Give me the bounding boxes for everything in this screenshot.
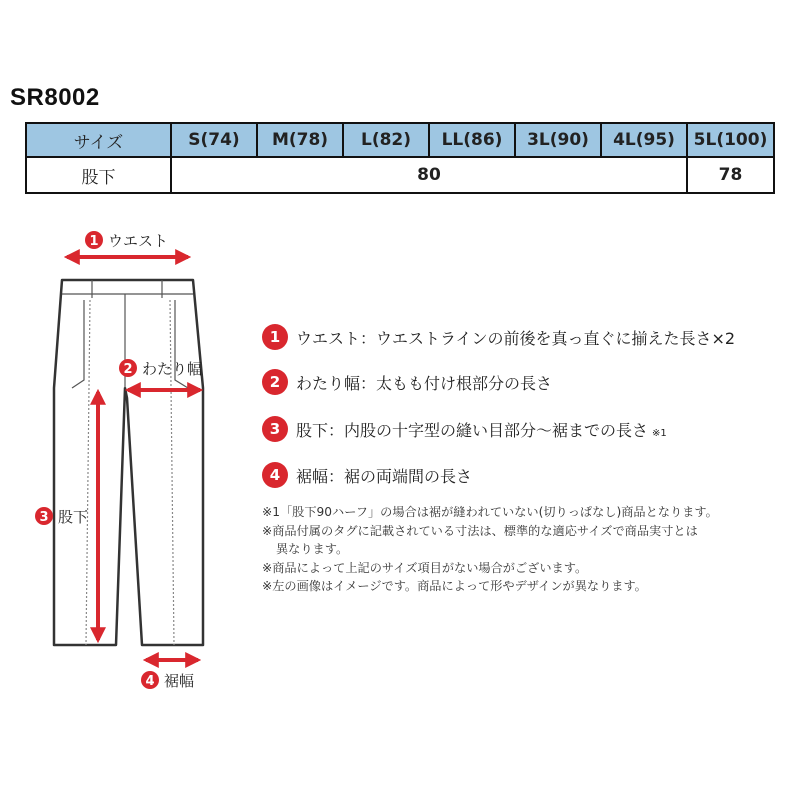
thigh-label: わたり幅 bbox=[142, 360, 203, 378]
legend-text: わたり幅：太もも付け根部分の長さ bbox=[296, 373, 553, 393]
size-cell: 3L(90) bbox=[515, 123, 601, 157]
size-header-row bbox=[26, 123, 774, 157]
legend-footnote-ref: ※1 bbox=[652, 427, 667, 439]
waist-marker bbox=[85, 231, 168, 250]
legend-num: 3 bbox=[262, 416, 288, 442]
footnote: ※商品によって上記のサイズ項目がない場合がございます。 bbox=[262, 560, 588, 575]
inseam-label: 股下 bbox=[58, 508, 89, 526]
waist-label: ウエスト bbox=[108, 232, 169, 250]
size-cell: LL(86) bbox=[429, 123, 515, 157]
pants-outline bbox=[54, 280, 203, 645]
inseam-marker bbox=[35, 507, 88, 526]
inseam-num: 3 bbox=[39, 510, 49, 525]
size-cell: L(82) bbox=[343, 123, 429, 157]
inseam-row bbox=[26, 157, 774, 193]
waist-num: 1 bbox=[89, 234, 99, 249]
hem-num: 4 bbox=[145, 674, 155, 689]
legend-num: 4 bbox=[262, 462, 288, 488]
size-table bbox=[25, 122, 775, 194]
size-header-label: サイズ bbox=[26, 123, 171, 157]
legend-text: ウエスト：ウエストラインの前後を真っ直ぐに揃えた長さ×2 bbox=[296, 328, 736, 348]
legend-item-inseam bbox=[262, 414, 667, 444]
size-cell: M(78) bbox=[257, 123, 343, 157]
legend-item-waist bbox=[262, 322, 735, 352]
footnote: ※商品付属のタグに記載されている寸法は、標準的な適応サイズで商品実寸とは bbox=[262, 523, 698, 538]
hem-label: 裾幅 bbox=[164, 672, 195, 690]
legend-num: 1 bbox=[262, 324, 288, 350]
size-cell: S(74) bbox=[171, 123, 257, 157]
legend-text-main: 股下：内股の十字型の縫い目部分〜裾までの長さ bbox=[296, 420, 649, 440]
pants-seams bbox=[62, 280, 193, 645]
inseam-row-label: 股下 bbox=[26, 157, 171, 193]
footnote: ※1「股下90ハーフ」の場合は裾が縫われていない(切りっぱなし)商品となります。 bbox=[262, 505, 718, 519]
legend-num: 2 bbox=[262, 369, 288, 395]
size-cell: 5L(100) bbox=[687, 123, 774, 157]
model-number: SR8002 bbox=[10, 84, 100, 111]
legend-item-thigh bbox=[262, 367, 552, 397]
legend-text: 裾幅：裾の両端間の長さ bbox=[296, 466, 473, 486]
thigh-marker bbox=[119, 359, 202, 378]
pants-diagram bbox=[0, 220, 240, 700]
legend-text bbox=[296, 418, 667, 441]
size-cell: 4L(95) bbox=[601, 123, 687, 157]
inseam-value-main: 80 bbox=[171, 157, 687, 193]
legend-item-hem bbox=[262, 460, 472, 490]
footnote: 異なります。 bbox=[276, 542, 349, 556]
hem-marker bbox=[141, 671, 194, 690]
inseam-value-last: 78 bbox=[687, 157, 774, 193]
thigh-num: 2 bbox=[123, 362, 133, 377]
footnote: ※左の画像はイメージです。商品によって形やデザインが異なります。 bbox=[262, 579, 647, 593]
footnotes bbox=[262, 503, 782, 596]
